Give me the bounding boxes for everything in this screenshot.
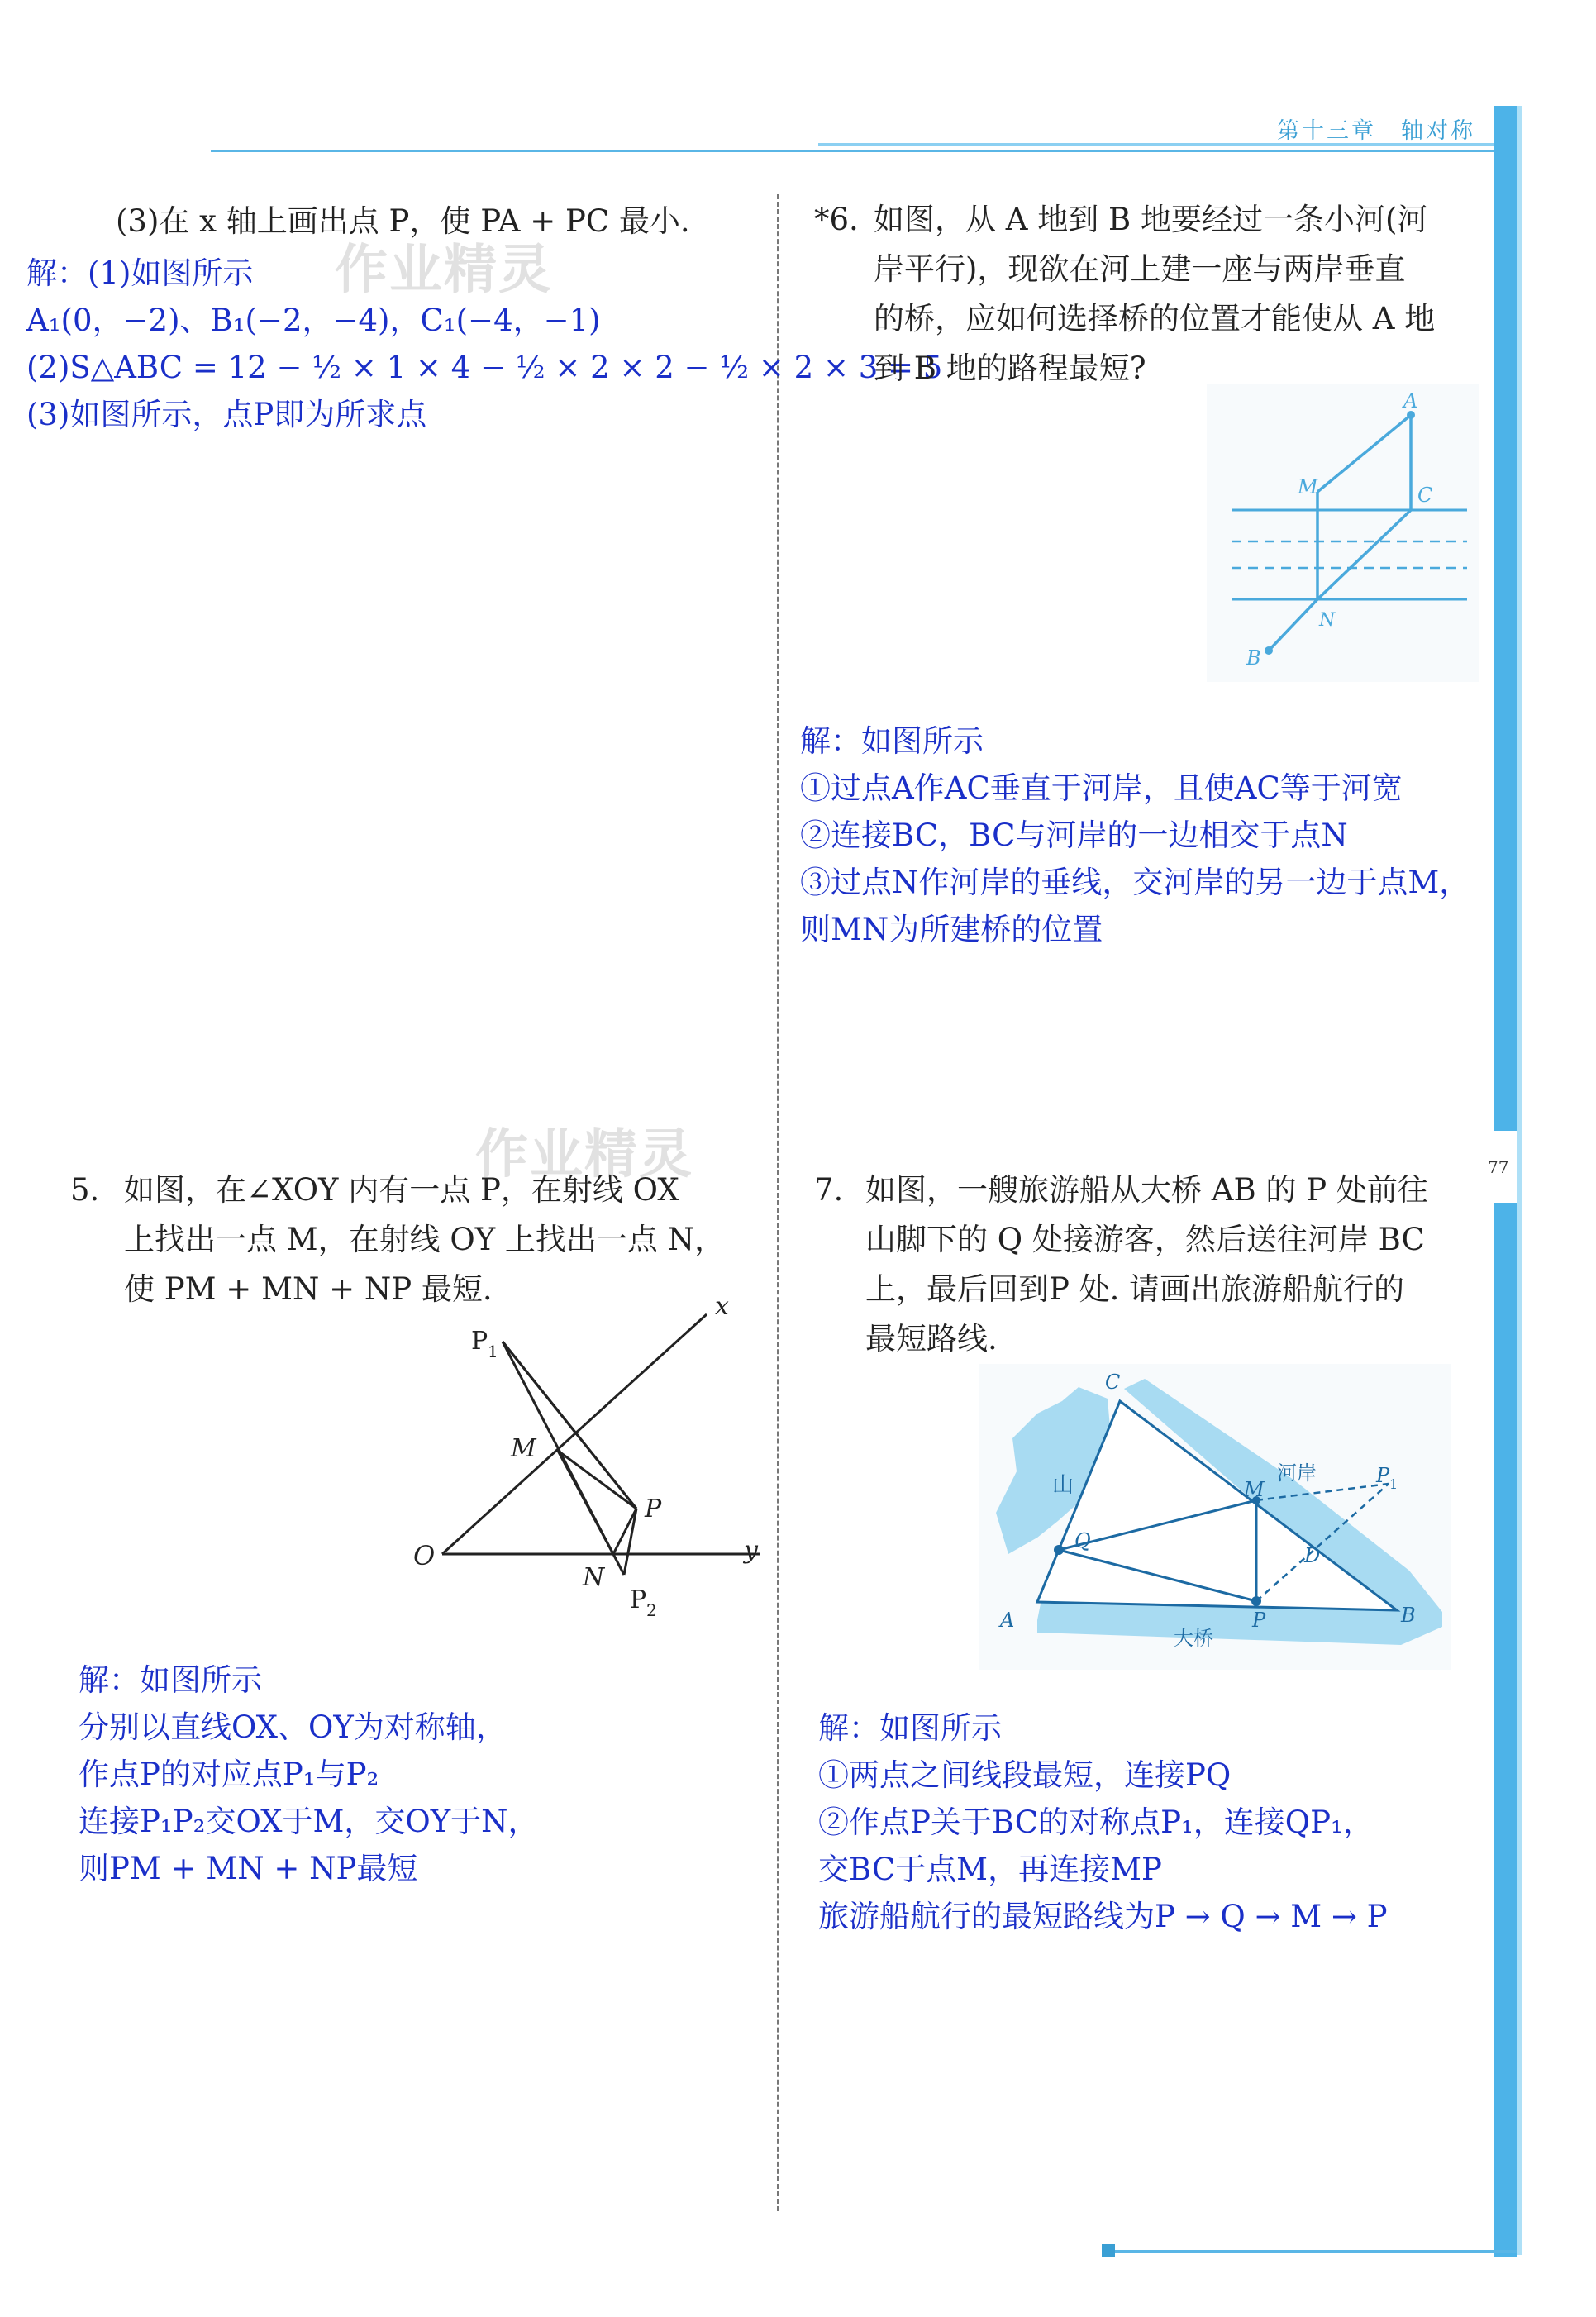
q5-question-line-1: 如图，在∠XOY 内有一点 P，在射线 OX bbox=[124, 1172, 679, 1208]
q7-boat-figure bbox=[979, 1364, 1451, 1670]
q5-answer bbox=[79, 1657, 539, 1892]
q5-label-x: x bbox=[715, 1292, 729, 1321]
watermark-middle: 作业精灵 bbox=[475, 1124, 693, 1185]
q7-label-A: A bbox=[1000, 1609, 1015, 1632]
q7-label-bridge: 大桥 bbox=[1174, 1627, 1213, 1650]
q4-answer-line-4: (3)如图所示，点P即为所求点 bbox=[26, 397, 427, 432]
q5-answer-line-3: 作点P的对应点P₁与P₂ bbox=[79, 1757, 379, 1792]
q7-label-P1-sub: 1 bbox=[1389, 1476, 1398, 1492]
q5-label-M: M bbox=[511, 1434, 536, 1463]
q7-number: 7. bbox=[814, 1172, 844, 1208]
q7-label-M: M bbox=[1244, 1478, 1265, 1501]
q4-part3-question: (3)在 x 轴上画出点 P，使 PA + PC 最小. bbox=[116, 203, 690, 239]
q5-answer-line-2: 分别以直线OX、OY为对称轴， bbox=[79, 1709, 507, 1745]
q5-label-O: O bbox=[413, 1540, 436, 1571]
q6-bridge-figure bbox=[1207, 384, 1479, 682]
q7-label-P1: P bbox=[1376, 1464, 1390, 1487]
page-number: 77 bbox=[1488, 1157, 1509, 1177]
q4-answer-line-2: A₁(0，−2)、B₁(−2，−4)，C₁(−4，−1) bbox=[26, 303, 601, 338]
chapter-title: 第十三章 轴对称 bbox=[1277, 118, 1475, 144]
q7-question-line-3: 上，最后回到P 处. 请画出旅游船航行的 bbox=[865, 1271, 1405, 1307]
q5-angle-figure bbox=[397, 1290, 777, 1637]
q6-label-N: N bbox=[1319, 610, 1336, 631]
q5-label-y: y bbox=[744, 1536, 758, 1565]
side-accent-bar-upper bbox=[1494, 106, 1517, 1131]
q5-label-P2: P bbox=[630, 1585, 647, 1614]
q7-answer-line-4: 交BC于点M，再连接MP bbox=[818, 1852, 1162, 1887]
q5-label-P: P bbox=[645, 1495, 662, 1523]
q6-answer-line-1: 解：如图所示 bbox=[800, 723, 984, 759]
q7-question-line-2: 山脚下的 Q 处接游客，然后送往河岸 BC bbox=[865, 1222, 1425, 1257]
q7-label-C: C bbox=[1105, 1371, 1121, 1394]
q6-answer-line-2: ①过点A作AC垂直于河岸，且使AC等于河宽 bbox=[800, 770, 1403, 806]
q5-line-MN bbox=[558, 1451, 613, 1554]
q4-answer bbox=[26, 250, 942, 438]
side-accent-edge bbox=[1517, 106, 1522, 2255]
q6-point-B bbox=[1265, 646, 1273, 655]
q7-label-P: P bbox=[1252, 1609, 1266, 1632]
q7-label-riverbank: 河岸 bbox=[1277, 1461, 1317, 1485]
q5-answer-line-4: 连接P₁P₂交OX于M，交OY于N， bbox=[79, 1804, 539, 1839]
q7-label-D: D bbox=[1304, 1544, 1321, 1567]
column-divider bbox=[777, 194, 779, 2211]
q6-label-M: M bbox=[1298, 475, 1318, 498]
q7-answer-line-2: ①两点之间线段最短，连接PQ bbox=[818, 1757, 1232, 1793]
q7-label-Q: Q bbox=[1074, 1529, 1091, 1552]
q6-answer bbox=[800, 718, 1470, 953]
q7-label-B: B bbox=[1401, 1604, 1416, 1627]
footer-marker bbox=[1102, 2244, 1115, 2257]
q6-answer-line-4: ③过点N作河岸的垂线，交河岸的另一边于点M， bbox=[800, 865, 1470, 900]
side-accent-bar-lower bbox=[1494, 1203, 1517, 2257]
q7-question-line-4: 最短路线. bbox=[865, 1321, 998, 1356]
q5-number: 5. bbox=[70, 1172, 100, 1208]
q7-point-Q bbox=[1054, 1545, 1064, 1555]
q5-answer-line-1: 解：如图所示 bbox=[79, 1662, 262, 1698]
q7-label-mountain: 山 bbox=[1052, 1473, 1074, 1498]
q6-question-line-3: 的桥，应如何选择桥的位置才能使从 A 地 bbox=[874, 301, 1436, 336]
q5-line-P1P bbox=[503, 1342, 636, 1509]
q5-label-N: N bbox=[583, 1563, 605, 1592]
q5-question-line-3: 使 PM + MN + NP 最短. bbox=[124, 1271, 493, 1307]
q5-label-P1-sub: 1 bbox=[488, 1342, 498, 1361]
footer-rule bbox=[1108, 2250, 1517, 2253]
q7-answer bbox=[818, 1704, 1388, 1940]
q6-question-line-1: 如图，从 A 地到 B 地要经过一条小河(河 bbox=[874, 202, 1428, 237]
header-rule bbox=[211, 150, 1517, 152]
watermark-top: 作业精灵 bbox=[335, 240, 553, 301]
q7-point-P bbox=[1251, 1596, 1261, 1606]
q6-label-A: A bbox=[1403, 389, 1418, 412]
q7-answer-line-3: ②作点P关于BC的对称点P₁，连接QP₁， bbox=[818, 1804, 1374, 1840]
q5-label-P2-sub: 2 bbox=[646, 1600, 657, 1620]
q7-question-line-1: 如图，一艘旅游船从大桥 AB 的 P 处前往 bbox=[865, 1172, 1428, 1208]
q7-answer-line-5: 旅游船航行的最短路线为P → Q → M → P bbox=[818, 1899, 1388, 1934]
q6-figure-background bbox=[1207, 384, 1479, 682]
q5-question-line-2: 上找出一点 M，在射线 OY 上找出一点 N， bbox=[124, 1222, 726, 1257]
q6-question-line-4: 到 B 地的路程最短? bbox=[874, 350, 1146, 386]
q5-answer-line-5: 则PM + MN + NP最短 bbox=[79, 1851, 418, 1886]
q7-question bbox=[865, 1166, 1428, 1364]
q6-number: *6. bbox=[814, 202, 859, 237]
q6-label-B: B bbox=[1246, 646, 1261, 670]
q7-answer-line-1: 解：如图所示 bbox=[818, 1710, 1002, 1746]
q4-answer-line-1: 解：(1)如图所示 bbox=[26, 255, 254, 291]
q6-question-line-2: 岸平行)，现欲在河上建一座与两岸垂直 bbox=[874, 251, 1406, 287]
q4-answer-line-3: (2)S△ABC = 12 − ½ × 1 × 4 − ½ × 2 × 2 − ½ × 2 × 3 = 5 bbox=[26, 350, 943, 385]
q6-answer-line-3: ②连接BC，BC与河岸的一边相交于点N bbox=[800, 818, 1348, 853]
q6-answer-line-5: 则MN为所建桥的位置 bbox=[800, 912, 1103, 947]
q6-question bbox=[874, 195, 1435, 393]
q5-label-P1: P bbox=[471, 1327, 488, 1356]
q6-label-C: C bbox=[1417, 484, 1433, 507]
